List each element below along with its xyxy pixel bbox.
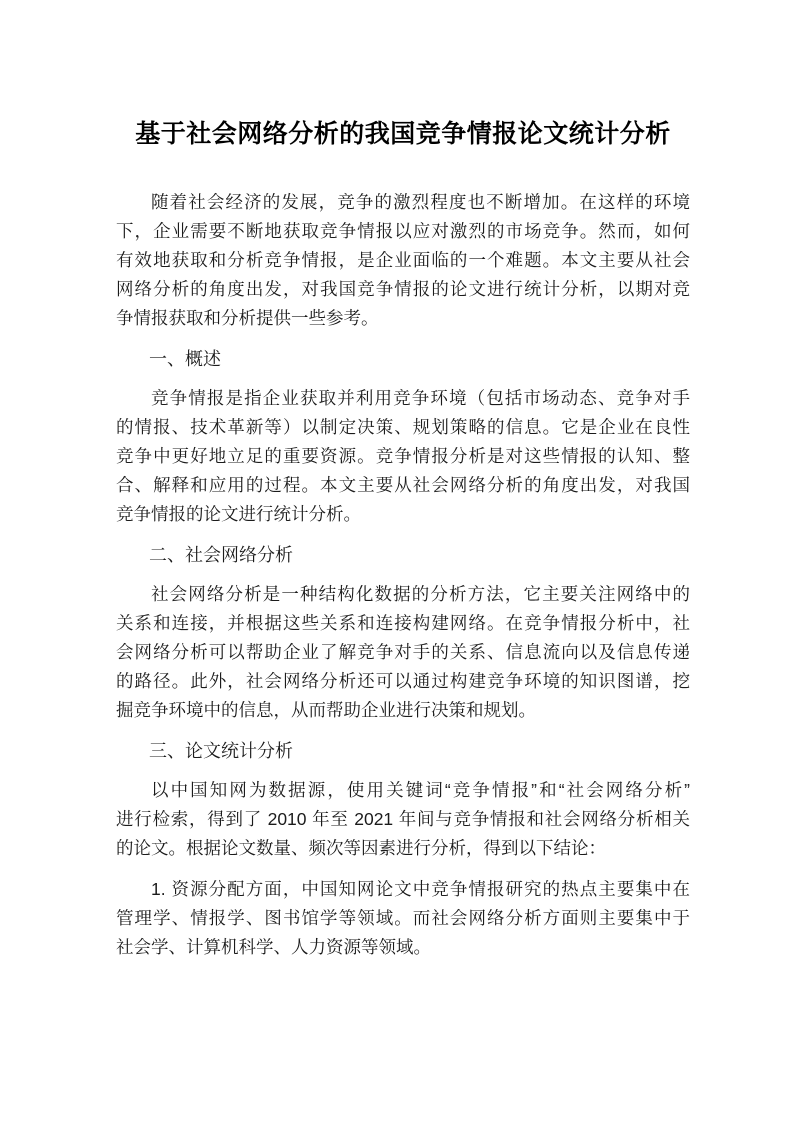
paragraph-line: 的论文。根据论文数量、频次等因素进行分析，得到以下结论： xyxy=(116,838,606,858)
section-heading: 二、社会网络分析 xyxy=(149,545,293,565)
paragraph xyxy=(116,384,690,529)
paragraph-line: 的路径。此外，社会网络分析还可以通过构建竞争环境的知识图谱，挖 xyxy=(116,671,690,691)
paragraph-line: 1. 资源分配方面，中国知网论文中竞争情报研究的热点主要集中在 xyxy=(151,879,690,899)
paragraph-line: 竞争情报是指企业获取并利用竞争环境（包括市场动态、竞争对手 xyxy=(151,388,690,408)
paragraph-line: 社会学、计算机科学、人力资源等领域。 xyxy=(116,937,431,957)
paragraph-line: 下，企业需要不断地获取竞争情报以应对激烈的市场竞争。然而，如何 xyxy=(116,221,690,241)
paragraph-line: 有效地获取和分析竞争情报，是企业面临的一个难题。本文主要从社会 xyxy=(116,250,690,270)
paragraph-line: 会网络分析可以帮助企业了解竞争对手的关系、信息流向以及信息传递 xyxy=(116,642,690,662)
paragraph-line: 管理学、情报学、图书馆学等领域。而社会网络分析方面则主要集中于 xyxy=(116,908,690,928)
document-body xyxy=(116,188,690,962)
section-heading: 三、论文统计分析 xyxy=(149,741,293,761)
paragraph xyxy=(116,776,690,863)
paragraph-line: 网络分析的角度出发，对我国竞争情报的论文进行统计分析，以期对竞 xyxy=(116,279,690,299)
paragraph-line: 关系和连接，并根据这些关系和连接构建网络。在竞争情报分析中，社 xyxy=(116,613,690,633)
paragraph-line: 以中国知网为数据源，使用关键词“竞争情报”和“社会网络分析” xyxy=(151,780,690,800)
paragraph-line: 的情报、技术革新等）以制定决策、规划策略的信息。它是企业在良性 xyxy=(116,417,690,437)
paragraph-line: 竞争情报的论文进行统计分析。 xyxy=(116,504,361,524)
paragraph-line: 掘竞争环境中的信息，从而帮助企业进行决策和规划。 xyxy=(116,700,536,720)
paragraph xyxy=(116,188,690,333)
section-heading: 一、概述 xyxy=(149,349,221,369)
paragraph-line: 社会网络分析是一种结构化数据的分析方法，它主要关注网络中的 xyxy=(151,584,690,604)
paragraph-line: 进行检索，得到了 2010 年至 2021 年间与竞争情报和社会网络分析相关 xyxy=(116,809,690,829)
paragraph-line: 争情报获取和分析提供一些参考。 xyxy=(116,308,379,328)
document-title: 基于社会网络分析的我国竞争情报论文统计分析 xyxy=(135,120,671,148)
paragraph xyxy=(116,580,690,725)
paragraph-line: 合、解释和应用的过程。本文主要从社会网络分析的角度出发，对我国 xyxy=(116,475,690,495)
paragraph xyxy=(116,875,690,962)
paragraph-line: 随着社会经济的发展，竞争的激烈程度也不断增加。在这样的环境 xyxy=(151,192,690,212)
paragraph-line: 竞争中更好地立足的重要资源。竞争情报分析是对这些情报的认知、整 xyxy=(116,446,690,466)
